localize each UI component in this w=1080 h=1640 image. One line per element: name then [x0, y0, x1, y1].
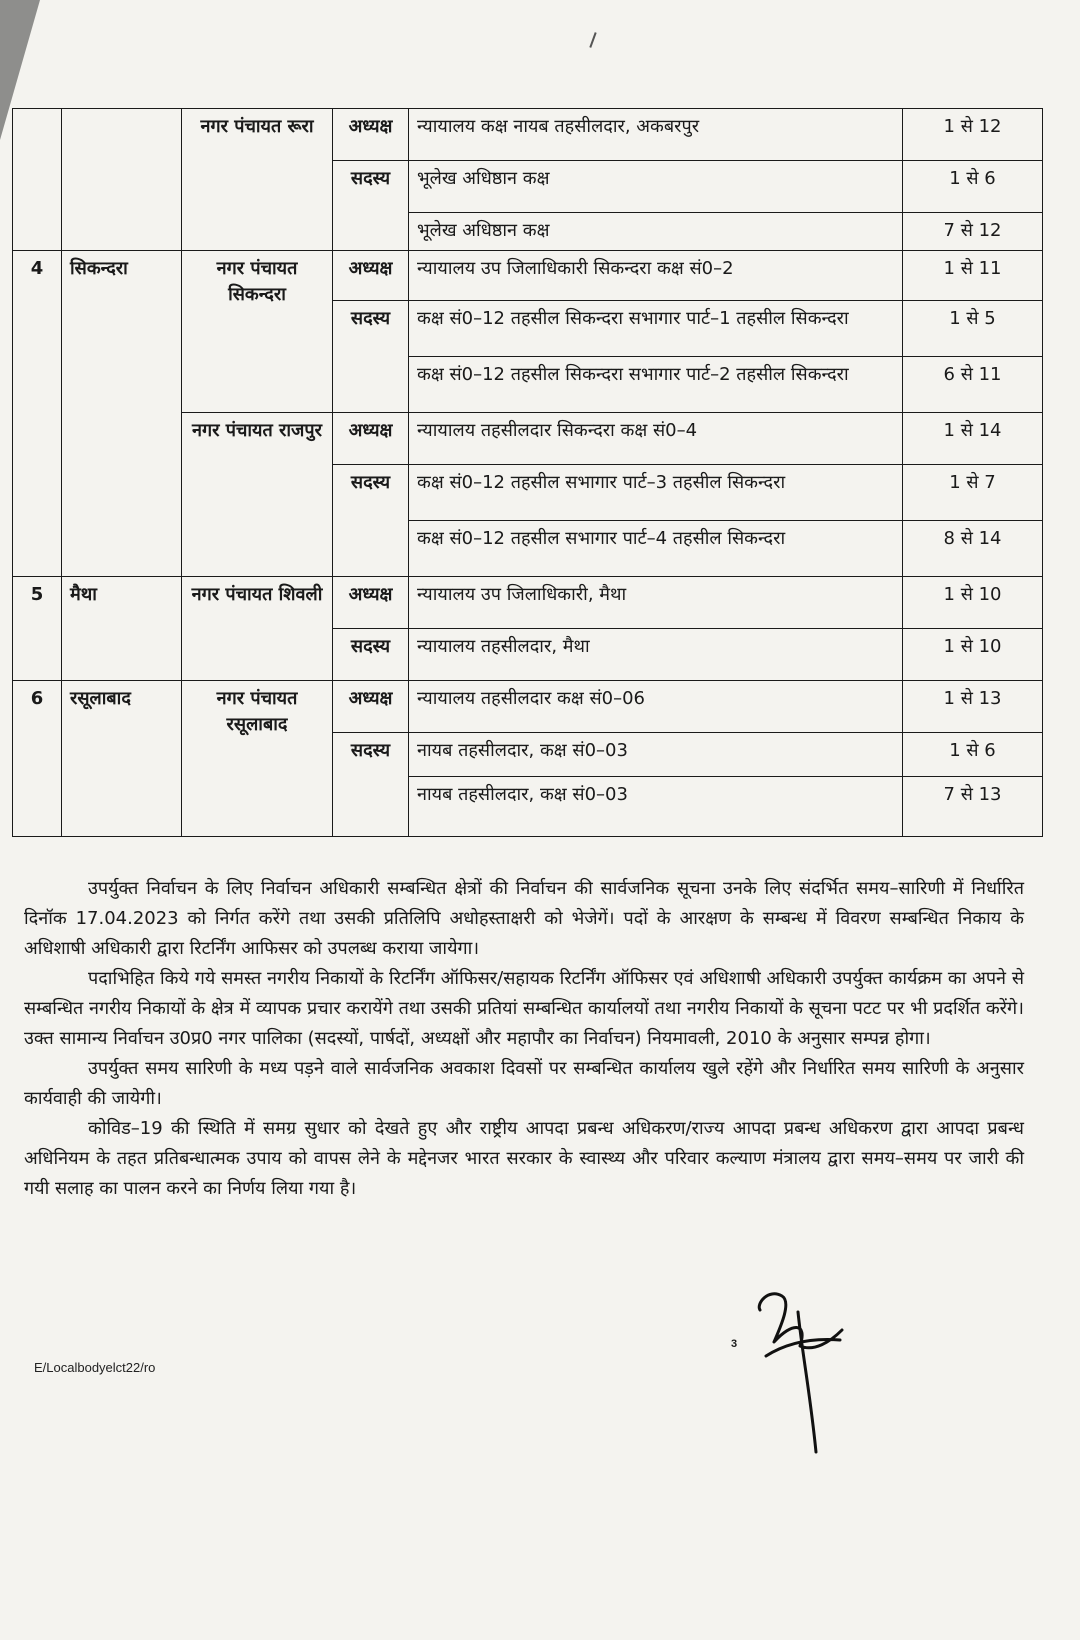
municipal-body-name: नगर पंचायत शिवली	[182, 577, 333, 681]
post-label: सदस्य	[333, 465, 409, 577]
ward-range: 1 से 6	[903, 733, 1043, 777]
ward-range: 1 से 7	[903, 465, 1043, 521]
serial-number: 6	[13, 681, 62, 837]
location-cell: कक्ष सं0–12 तहसील सभागार पार्ट–3 तहसील सिकन्दरा	[409, 465, 903, 521]
ward-range: 7 से 12	[903, 213, 1043, 251]
location-cell: नायब तहसीलदार, कक्ष सं0–03	[409, 733, 903, 777]
paragraph: कोविड–19 की स्थिति में समग्र सुधार को देखते हुए और राष्ट्रीय आपदा प्रबन्ध अधिकरण/राज्य आपदा प्रबन्ध अधिकरण द्वारा आपदा प्रबन्ध अधिनियम के तहत प्रतिबन्धात्मक उपाय को वापस लेने के मद्देनजर भारत सरकार के स्वास्थ्य और परिवार कल्याण मंत्रालय द्वारा समय–समय पर जारी की गयी सलाह का पालन करने का निर्णय लिया गया है।	[24, 1118, 1024, 1199]
location-cell: कक्ष सं0–12 तहसील सभागार पार्ट–4 तहसील सिकन्दरा	[409, 521, 903, 577]
serial-number: 5	[13, 577, 62, 681]
table-row	[13, 251, 1043, 301]
post-label: सदस्य	[333, 629, 409, 681]
location-cell: कक्ष सं0–12 तहसील सिकन्दरा सभागार पार्ट–2 तहसील सिकन्दरा	[409, 357, 903, 413]
post-label: सदस्य	[333, 161, 409, 251]
paragraph: उपर्युक्त निर्वाचन के लिए निर्वाचन अधिकारी सम्बन्धित क्षेत्रों की निर्वाचन की सार्वजनिक सूचना उनके लिए संदर्भित समय–सारिणी में निर्धारित दिनॉक 17.04.2023 को निर्गत करेंगे तथा उसकी प्रतिलिपि अधोहस्ताक्षरी को भेजेगें। पदों के आरक्षण के सम्बन्ध में विवरण सम्बन्धित निकाय के अधिशाषी अधिकारी द्वारा रिटर्निंग आफिसर को उपलब्ध कराया जायेगा।	[24, 878, 1024, 959]
table-row	[13, 577, 1043, 629]
location-cell: न्यायालय उप जिलाधिकारी, मैथा	[409, 577, 903, 629]
ward-range: 1 से 13	[903, 681, 1043, 733]
post-label: सदस्य	[333, 733, 409, 837]
ward-range: 1 से 14	[903, 413, 1043, 465]
serial-number: 4	[13, 251, 62, 577]
handwritten-signature-icon	[752, 1282, 852, 1462]
notice-body	[24, 874, 1024, 1204]
district-name: मैथा	[62, 577, 182, 681]
page-number: 3	[731, 1338, 738, 1350]
ward-range: 1 से 10	[903, 629, 1043, 681]
table-row	[13, 681, 1043, 733]
post-label: सदस्य	[333, 301, 409, 413]
post-label: अध्यक्ष	[333, 109, 409, 161]
serial-number	[13, 109, 62, 251]
ward-range: 7 से 13	[903, 777, 1043, 837]
post-label: अध्यक्ष	[333, 681, 409, 733]
paragraph: पदाभिहित किये गये समस्त नगरीय निकायों के रिटर्निंग ऑफिसर/सहायक रिटर्निंग ऑफिसर एवं अधिशाषी अधिकारी उपर्युक्त कार्यक्रम का अपने से सम्बन्धित नगरीय निकायों के क्षेत्र में व्यापक प्रचार करायेंगे तथा उसकी प्रतियां सम्बन्धित कार्यालयों तथा नगरीय निकायों के सूचना पटट पर भी प्रदर्शित करेंगे। उक्त सामान्य निर्वाचन उ0प्र0 नगर पालिका (सदस्यों, पार्षदों, अध्यक्षों और महापौर का निर्वाचन) नियमावली, 2010 के अनुसार सम्पन्न होगा।	[24, 968, 1024, 1049]
location-cell: न्यायालय कक्ष नायब तहसीलदार, अकबरपुर	[409, 109, 903, 161]
post-label: अध्यक्ष	[333, 577, 409, 629]
table-row	[13, 109, 1043, 161]
polling-schedule-table	[12, 108, 1043, 837]
municipal-body-name: नगर पंचायत रूरा	[182, 109, 333, 251]
municipal-body-name: नगर पंचायत राजपुर	[182, 413, 333, 577]
district-name	[62, 109, 182, 251]
location-cell: न्यायालय तहसीलदार कक्ष सं0–06	[409, 681, 903, 733]
ward-range: 8 से 14	[903, 521, 1043, 577]
ward-range: 1 से 6	[903, 161, 1043, 213]
file-reference-code: E/Localbodyelct22/ro	[34, 1360, 156, 1375]
paragraph: उपर्युक्त समय सारिणी के मध्य पड़ने वाले सार्वजनिक अवकाश दिवसों पर सम्बन्धित कार्यालय खुले रहेंगे और निर्धारित समय सारिणी के अनुसार कार्यवाही की जायेगी।	[24, 1058, 1024, 1109]
ward-range: 6 से 11	[903, 357, 1043, 413]
location-cell: कक्ष सं0–12 तहसील सिकन्दरा सभागार पार्ट–1 तहसील सिकन्दरा	[409, 301, 903, 357]
ward-range: 1 से 10	[903, 577, 1043, 629]
location-cell: भूलेख अधिष्ठान कक्ष	[409, 161, 903, 213]
location-cell: न्यायालय तहसीलदार, मैथा	[409, 629, 903, 681]
municipal-body-name: नगर पंचायत रसूलाबाद	[182, 681, 333, 837]
municipal-body-name: नगर पंचायत सिकन्दरा	[182, 251, 333, 413]
location-cell: भूलेख अधिष्ठान कक्ष	[409, 213, 903, 251]
post-label: अध्यक्ष	[333, 251, 409, 301]
ward-range: 1 से 5	[903, 301, 1043, 357]
location-cell: न्यायालय उप जिलाधिकारी सिकन्दरा कक्ष सं0–2	[409, 251, 903, 301]
location-cell: न्यायालय तहसीलदार सिकन्दरा कक्ष सं0–4	[409, 413, 903, 465]
post-label: अध्यक्ष	[333, 413, 409, 465]
ward-range: 1 से 11	[903, 251, 1043, 301]
location-cell: नायब तहसीलदार, कक्ष सं0–03	[409, 777, 903, 837]
district-name: रसूलाबाद	[62, 681, 182, 837]
ward-range: 1 से 12	[903, 109, 1043, 161]
scan-mark	[589, 32, 596, 48]
district-name: सिकन्दरा	[62, 251, 182, 577]
